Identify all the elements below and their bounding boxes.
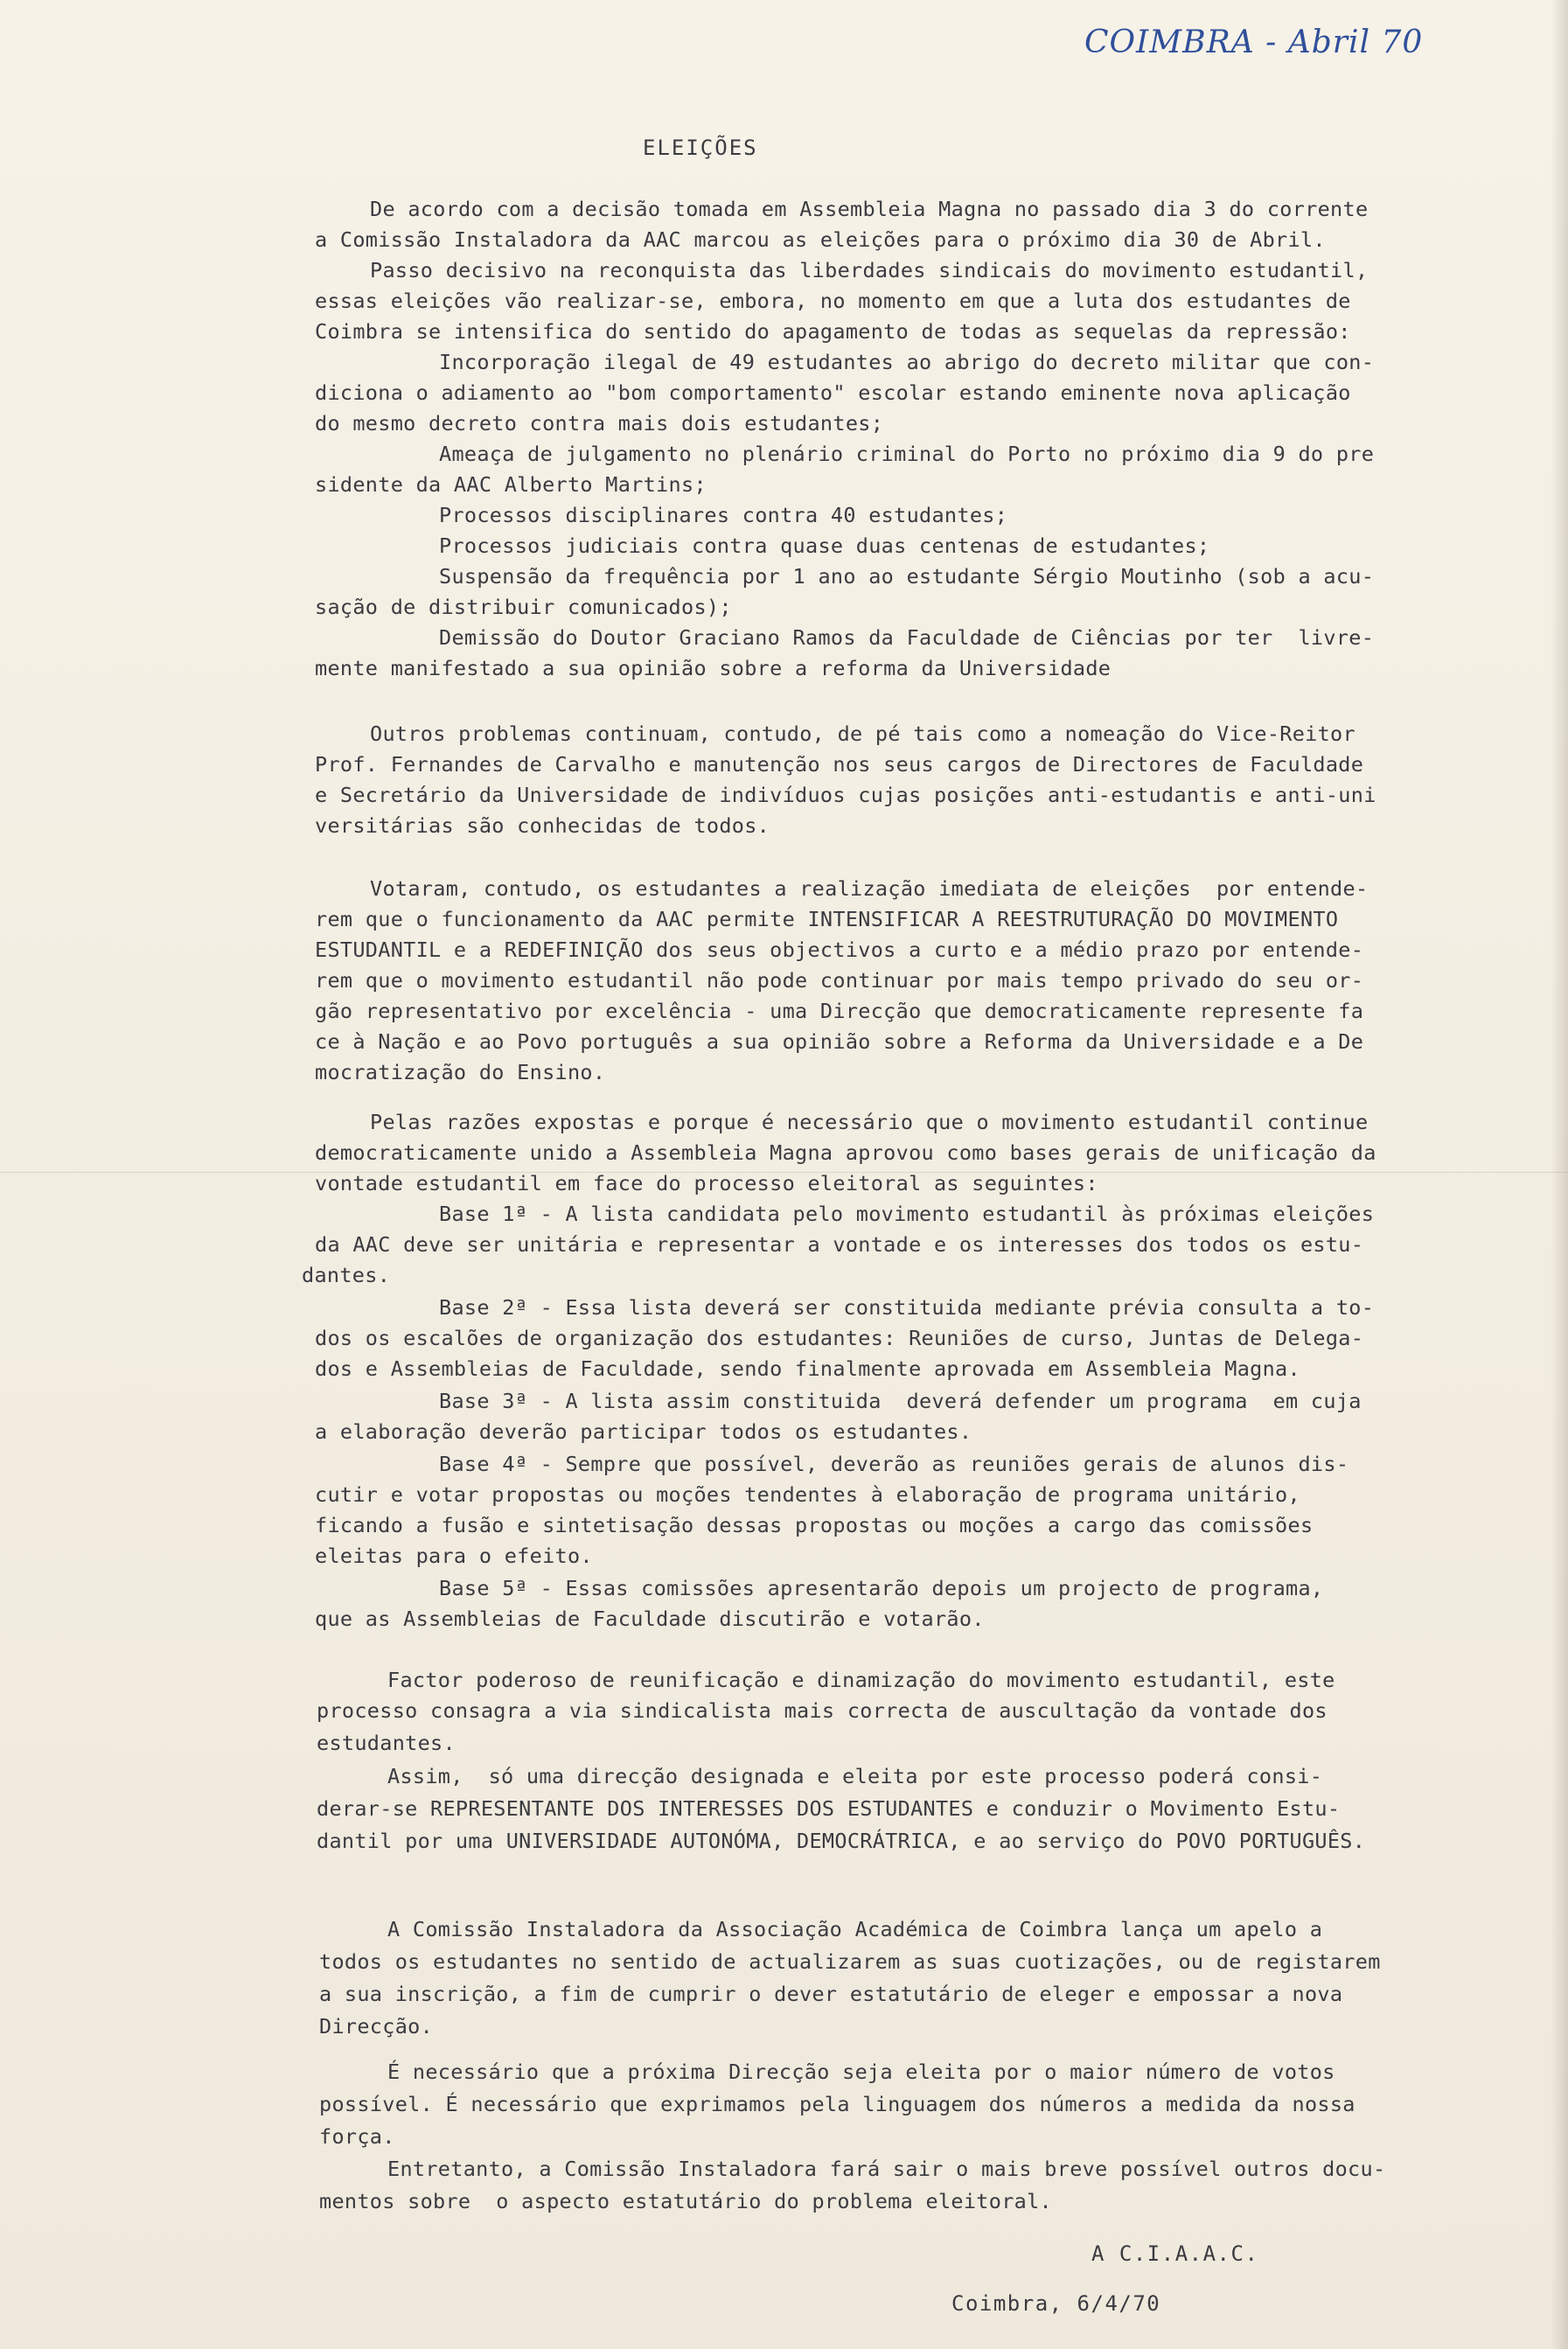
- text-line: dantil por uma UNIVERSIDADE AUTONÓMA, DEMOCRÁTRICA, e ao serviço do POVO PORTUGUÊS.: [317, 1829, 1366, 1853]
- text-line: a elaboração deverão participar todos os estudantes.: [315, 1419, 972, 1444]
- text-line: De acordo com a decisão tomada em Assembleia Magna no passado dia 3 do corrente: [370, 197, 1369, 221]
- text-line: Base 5ª - Essas comissões apresentarão depois um projecto de programa,: [439, 1576, 1324, 1600]
- text-line: rem que o movimento estudantil não pode continuar por mais tempo privado do seu or-: [315, 968, 1364, 993]
- text-line: Passo decisivo na reconquista das liberdades sindicais do movimento estudantil,: [370, 258, 1369, 282]
- text-line: Processos judiciais contra quase duas centenas de estudantes;: [439, 533, 1210, 558]
- text-line: possível. É necessário que exprimamos pela linguagem dos números a medida da nossa: [319, 2092, 1355, 2116]
- text-line: Outros problemas continuam, contudo, de pé tais como a nomeação do Vice-Reitor: [370, 721, 1355, 746]
- text-line: que as Assembleias de Faculdade discutirão e votarão.: [315, 1607, 985, 1631]
- text-line: Prof. Fernandes de Carvalho e manutenção nos seus cargos de Directores de Faculdade: [315, 752, 1364, 777]
- text-line: dos e Assembleias de Faculdade, sendo finalmente aprovada em Assembleia Magna.: [315, 1356, 1300, 1381]
- text-line: ce à Nação e ao Povo português a sua opinião sobre a Reforma da Universidade e a De: [315, 1029, 1364, 1054]
- text-line: gão representativo por excelência - uma Direcção que democraticamente represente fa: [315, 999, 1364, 1023]
- text-line: Entretanto, a Comissão Instaladora fará sair o mais breve possível outros docu-: [387, 2157, 1386, 2181]
- text-line: Base 4ª - Sempre que possível, deverão as reuniões gerais de alunos dis-: [439, 1452, 1349, 1476]
- text-line: dos os escalões de organização dos estudantes: Reuniões de curso, Juntas de Delega-: [315, 1326, 1364, 1350]
- text-line: Pelas razões expostas e porque é necessário que o movimento estudantil continue: [370, 1110, 1369, 1134]
- text-line: dantes.: [302, 1263, 391, 1287]
- text-line: derar-se REPRESENTANTE DOS INTERESSES DOS ESTUDANTES e conduzir o Movimento Estu-: [317, 1796, 1341, 1821]
- text-line: essas eleições vão realizar-se, embora, no momento em que a luta dos estudantes de: [315, 289, 1351, 313]
- signature: A C.I.A.A.C.: [1091, 2241, 1259, 2266]
- text-line: todos os estudantes no sentido de actualizarem as suas cuotizações, ou de registarem: [319, 1949, 1381, 1974]
- handwritten-note: COIMBRA - Abril 70: [1084, 24, 1424, 60]
- text-line: força.: [319, 2124, 395, 2149]
- text-line: vontade estudantil em face do processo eleitoral as seguintes:: [315, 1171, 1098, 1195]
- text-line: mentos sobre o aspecto estatutário do problema eleitoral.: [319, 2189, 1052, 2213]
- text-line: Assim, só uma direcção designada e eleita por este processo poderá consi-: [387, 1764, 1323, 1788]
- text-line: do mesmo decreto contra mais dois estudantes;: [315, 411, 884, 436]
- text-line: e Secretário da Universidade de indivíduos cujas posições anti-estudantis e anti-uni: [315, 783, 1376, 807]
- text-line: versitárias são conhecidas de todos.: [315, 813, 770, 838]
- text-line: Demissão do Doutor Graciano Ramos da Faculdade de Ciências por ter livre-: [439, 625, 1375, 650]
- document-title: ELEIÇÕES: [643, 136, 758, 160]
- text-line: Suspensão da frequência por 1 ano ao estudante Sérgio Moutinho (sob a acu-: [439, 564, 1375, 589]
- text-line: Incorporação ilegal de 49 estudantes ao abrigo do decreto militar que con-: [439, 350, 1375, 374]
- text-line: ESTUDANTIL e a REDEFINIÇÃO dos seus objectivos a curto e a médio prazo por entende-: [315, 938, 1364, 962]
- text-line: cutir e votar propostas ou moções tendentes à elaboração de programa unitário,: [315, 1482, 1300, 1507]
- text-line: Ameaça de julgamento no plenário criminal do Porto no próximo dia 9 do pre: [439, 442, 1375, 466]
- text-line: diciona o adiamento ao "bom comportamento" escolar estando eminente nova aplicação: [315, 380, 1351, 405]
- text-line: rem que o funcionamento da AAC permite INTENSIFICAR A REESTRUTURAÇÃO DO MOVIMENTO: [315, 907, 1339, 931]
- text-line: mocratização do Ensino.: [315, 1060, 606, 1084]
- text-line: eleitas para o efeito.: [315, 1544, 593, 1568]
- text-line: Coimbra se intensifica do sentido do apagamento de todas as sequelas da repressão:: [315, 319, 1351, 344]
- text-line: Votaram, contudo, os estudantes a realização imediata de eleições por entende-: [370, 876, 1369, 901]
- text-line: Processos disciplinares contra 40 estudantes;: [439, 503, 1008, 527]
- text-line: mente manifestado a sua opinião sobre a reforma da Universidade: [315, 656, 1112, 680]
- text-line: Base 1ª - A lista candidata pelo movimento estudantil às próximas eleições: [439, 1202, 1375, 1226]
- text-line: estudantes.: [317, 1731, 456, 1755]
- text-line: A Comissão Instaladora da Associação Académica de Coimbra lança um apelo a: [387, 1917, 1323, 1941]
- text-line: Direcção.: [319, 2014, 434, 2039]
- paper-edge-shadow: [1551, 0, 1568, 2349]
- text-line: sidente da AAC Alberto Martins;: [315, 472, 707, 497]
- text-line: ficando a fusão e sintetisação dessas propostas ou moções a cargo das comissões: [315, 1513, 1314, 1537]
- text-line: processo consagra a via sindicalista mais correcta de auscultação da vontade dos: [317, 1698, 1328, 1723]
- text-line: Base 3ª - A lista assim constituida deverá defender um programa em cuja: [439, 1389, 1362, 1413]
- place-date: Coimbra, 6/4/70: [951, 2291, 1161, 2316]
- text-line: a sua inscrição, a fim de cumprir o dever estatutário de eleger e empossar a nova: [319, 1982, 1343, 2006]
- text-line: É necessário que a próxima Direcção seja eleita por o maior número de votos: [387, 2060, 1335, 2084]
- text-line: sação de distribuir comunicados);: [315, 595, 732, 619]
- text-line: Base 2ª - Essa lista deverá ser constituida mediante prévia consulta a to-: [439, 1295, 1375, 1320]
- text-line: da AAC deve ser unitária e representar a vontade e os interesses dos todos os estu-: [315, 1232, 1364, 1257]
- text-line: Factor poderoso de reunificação e dinamização do movimento estudantil, este: [387, 1668, 1335, 1692]
- text-line: democraticamente unido a Assembleia Magna aprovou como bases gerais de unificação da: [315, 1140, 1376, 1165]
- text-line: a Comissão Instaladora da AAC marcou as eleições para o próximo dia 30 de Abril.: [315, 227, 1326, 252]
